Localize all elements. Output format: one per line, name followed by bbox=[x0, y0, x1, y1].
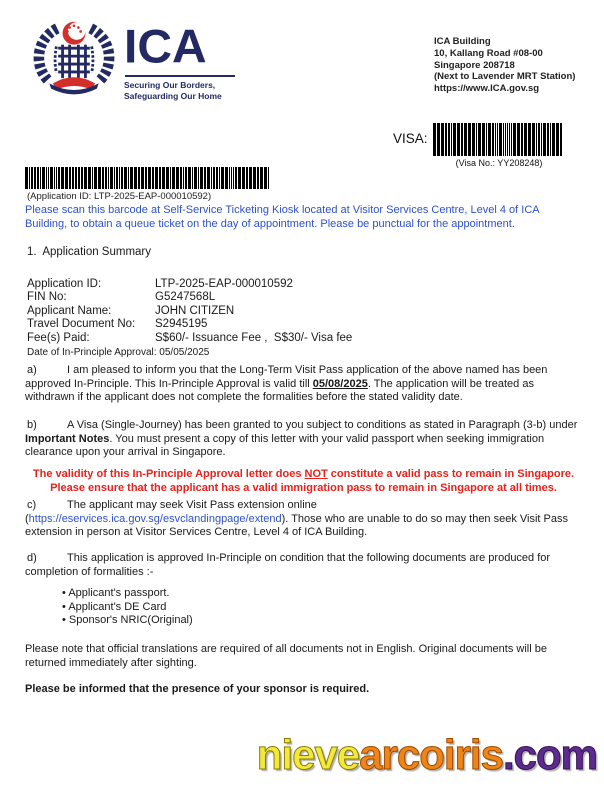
approval-date-line bbox=[27, 346, 352, 359]
row-label: FIN No: bbox=[27, 291, 67, 304]
row-label: Application ID: bbox=[27, 278, 102, 290]
visa-label: VISA: bbox=[393, 131, 428, 146]
visa-number-caption: (Visa No.: YY208248) bbox=[455, 158, 543, 168]
validity-warning bbox=[25, 468, 582, 495]
paragraph-marker: c) bbox=[27, 499, 37, 511]
paragraph-marker: d) bbox=[27, 552, 37, 564]
ipa-validity-date: 05/08/2025 bbox=[312, 377, 368, 390]
warning-text: The validity of this In-Principle Approval letter does bbox=[32, 468, 305, 480]
paragraph-a bbox=[25, 364, 582, 405]
paragraph-marker: a) bbox=[27, 364, 37, 376]
paragraph-b bbox=[25, 419, 582, 460]
tagline-line1: Securing Our Borders, bbox=[124, 80, 216, 90]
summary-row bbox=[27, 332, 352, 345]
application-barcode bbox=[25, 167, 271, 189]
row-label: Fee(s) Paid: bbox=[27, 331, 90, 344]
list-item: • Applicant's passport. bbox=[62, 587, 193, 601]
row-label: Applicant Name: bbox=[27, 304, 112, 317]
summary-row bbox=[27, 291, 352, 304]
application-summary-table bbox=[27, 278, 352, 359]
applicant-name-value: JOHN CITIZEN bbox=[155, 304, 235, 317]
row-label: Travel Document No: bbox=[27, 318, 136, 331]
sponsor-presence-note: Please be informed that the presence of your sponsor is required. bbox=[25, 683, 370, 695]
tagline-line2: Safeguarding Our Home bbox=[124, 91, 222, 102]
watermark-part3: .com bbox=[502, 731, 597, 778]
ica-wordmark-block bbox=[124, 21, 264, 102]
summary-row bbox=[27, 318, 352, 331]
fees-paid-value: S$60/- Issuance Fee , S$30/- Visa fee bbox=[155, 331, 353, 344]
address-line: (Next to Lavender MRT Station) bbox=[434, 71, 576, 83]
application-id-value: LTP-2025-EAP-000010592 bbox=[155, 278, 293, 290]
brand-divider bbox=[125, 75, 235, 77]
paragraph-c bbox=[25, 499, 582, 540]
paragraph-c-text: ). Those who are unable to do so may then seek Visit Pass extension in person at Visitor Services Centre, Level 4 of ICA Building. bbox=[25, 512, 568, 539]
ica-website-url: https://www.ICA.gov.sg bbox=[434, 83, 540, 95]
paragraph-a-text: I am pleased to inform you that the Long-Term Visit Pass application of the above named has been approved In-Principle. This In-Principle Approval is valid till bbox=[25, 364, 548, 390]
ica-crest-icon bbox=[30, 12, 118, 102]
watermark-part2: arcoiris bbox=[359, 731, 503, 778]
paragraph-c-text: The applicant may seek Visit Pass extension online ( bbox=[25, 499, 317, 525]
summary-row bbox=[27, 278, 352, 291]
travel-document-no-value: S2945195 bbox=[155, 318, 208, 331]
brand-tagline bbox=[124, 80, 264, 102]
translations-note: Please note that official translations are required of all documents not in English. Original documents will be returned immediately after sighting. bbox=[25, 643, 547, 669]
address-line: Singapore 208718 bbox=[434, 59, 515, 71]
paragraph-marker: b) bbox=[27, 419, 37, 431]
paragraph-b-text: . You must present a copy of this letter with your valid passport when seeking immigration clearance upon your arrival in Singapore. bbox=[25, 432, 545, 459]
paragraph-d-text: This application is approved In-Principle on condition that the following documents are produced for completion of formalities :- bbox=[25, 552, 551, 578]
important-notes-emphasis: Important Notes bbox=[25, 432, 110, 445]
application-id-caption: (Application ID: LTP-2025-EAP-000010592) bbox=[27, 191, 212, 202]
not-emphasis: NOT bbox=[304, 468, 328, 480]
required-documents-list bbox=[62, 587, 193, 628]
approval-date-label: Date of In-Principle Approval: bbox=[27, 347, 160, 359]
list-item: • Applicant's DE Card bbox=[62, 601, 193, 615]
extension-eservice-link[interactable]: https://eservices.ica.gov.sg/esvclandingpage/extend bbox=[28, 512, 282, 525]
ica-wordmark: ICA bbox=[124, 21, 207, 74]
ica-address-block bbox=[434, 36, 575, 95]
approval-date-value: 05/05/2025 bbox=[159, 347, 210, 359]
address-line: ICA Building bbox=[434, 36, 491, 47]
list-item: • Sponsor's NRIC(Original) bbox=[62, 614, 193, 628]
warning-text: constitute a valid pass to remain in Singapore. Please ensure that the applicant has a valid immigration pass to remain in Singapore at all times. bbox=[50, 468, 575, 494]
watermark-part1: nieve bbox=[256, 731, 360, 778]
application-summary-heading: 1. Application Summary bbox=[27, 246, 152, 258]
ica-crest-logo bbox=[30, 12, 118, 102]
visa-barcode bbox=[433, 123, 565, 156]
site-watermark bbox=[256, 731, 597, 778]
address-line: 10, Kallang Road #08-00 bbox=[434, 47, 543, 59]
paragraph-a-text: . The application will be treated as withdrawn if the applicant does not complete the formalities before the stated validity date. bbox=[25, 377, 534, 404]
fin-no-value: G5247568L bbox=[155, 291, 216, 304]
summary-row bbox=[27, 305, 352, 318]
paragraph-d bbox=[25, 552, 582, 579]
kiosk-scan-notice: Please scan this barcode at Self-Service Ticketing Kiosk located at Visitor Services Centre, Level 4 of ICA Building, to obtain a queue ticket on the day of appointment. Please be punctual for the appointment. bbox=[25, 204, 539, 230]
paragraph-b-text: A Visa (Single-Journey) has been granted to you subject to conditions as stated in Paragraph (3-b) under bbox=[67, 419, 578, 431]
